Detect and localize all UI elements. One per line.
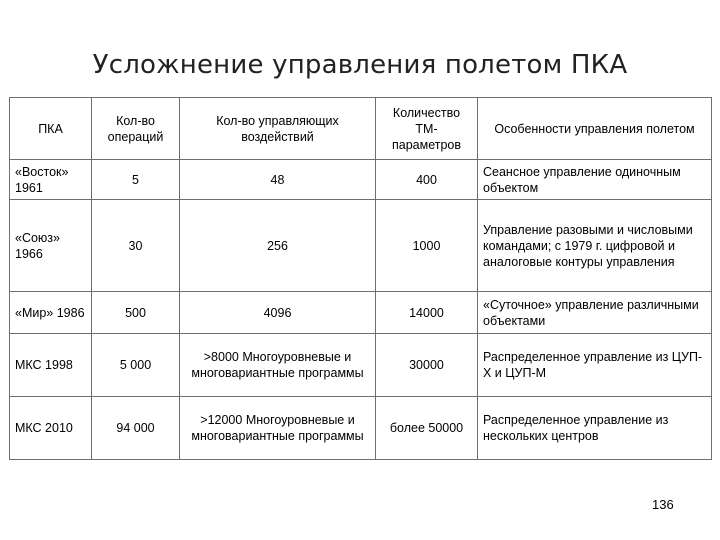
cell-control-features: Распределенное управление из ЦУП-Х и ЦУП-М <box>478 334 712 397</box>
cell-control-actions: >12000 Многоуровневые и многовариантные программы <box>180 397 376 460</box>
page-number: 136 <box>652 497 674 512</box>
slide-title: Усложнение управления полетом ПКА <box>92 50 628 80</box>
cell-control-actions: 256 <box>180 200 376 292</box>
comparison-table <box>9 97 712 460</box>
cell-pka: «Восток» 1961 <box>10 160 92 200</box>
cell-control-features: Управление разовыми и числовыми командами; с 1979 г. цифровой и аналоговые контуры управления <box>478 200 712 292</box>
table-row <box>10 334 712 397</box>
cell-operations: 5 <box>92 160 180 200</box>
cell-control-features: Распределенное управление из нескольких центров <box>478 397 712 460</box>
header-control-features: Особенности управления полетом <box>478 98 712 160</box>
cell-operations: 500 <box>92 292 180 334</box>
header-operations: Кол-во операций <box>92 98 180 160</box>
cell-tm-parameters: более 50000 <box>376 397 478 460</box>
comparison-table-container <box>9 97 711 460</box>
cell-control-features: «Суточное» управление различными объектами <box>478 292 712 334</box>
cell-pka: МКС 1998 <box>10 334 92 397</box>
cell-tm-parameters: 400 <box>376 160 478 200</box>
cell-pka: МКС 2010 <box>10 397 92 460</box>
header-pka: ПКА <box>10 98 92 160</box>
cell-pka: «Мир» 1986 <box>10 292 92 334</box>
cell-control-features: Сеансное управление одиночным объектом <box>478 160 712 200</box>
cell-operations: 5 000 <box>92 334 180 397</box>
table-row <box>10 160 712 200</box>
cell-control-actions: 48 <box>180 160 376 200</box>
cell-pka: «Союз» 1966 <box>10 200 92 292</box>
cell-tm-parameters: 30000 <box>376 334 478 397</box>
cell-tm-parameters: 1000 <box>376 200 478 292</box>
table-row <box>10 397 712 460</box>
table-header-row <box>10 98 712 160</box>
cell-operations: 30 <box>92 200 180 292</box>
cell-control-actions: 4096 <box>180 292 376 334</box>
header-control-actions: Кол-во управляющих воздействий <box>180 98 376 160</box>
header-tm-parameters: Количество ТМ-параметров <box>376 98 478 160</box>
cell-tm-parameters: 14000 <box>376 292 478 334</box>
cell-control-actions: >8000 Многоуровневые и многовариантные программы <box>180 334 376 397</box>
table-row <box>10 292 712 334</box>
cell-operations: 94 000 <box>92 397 180 460</box>
table-row <box>10 200 712 292</box>
